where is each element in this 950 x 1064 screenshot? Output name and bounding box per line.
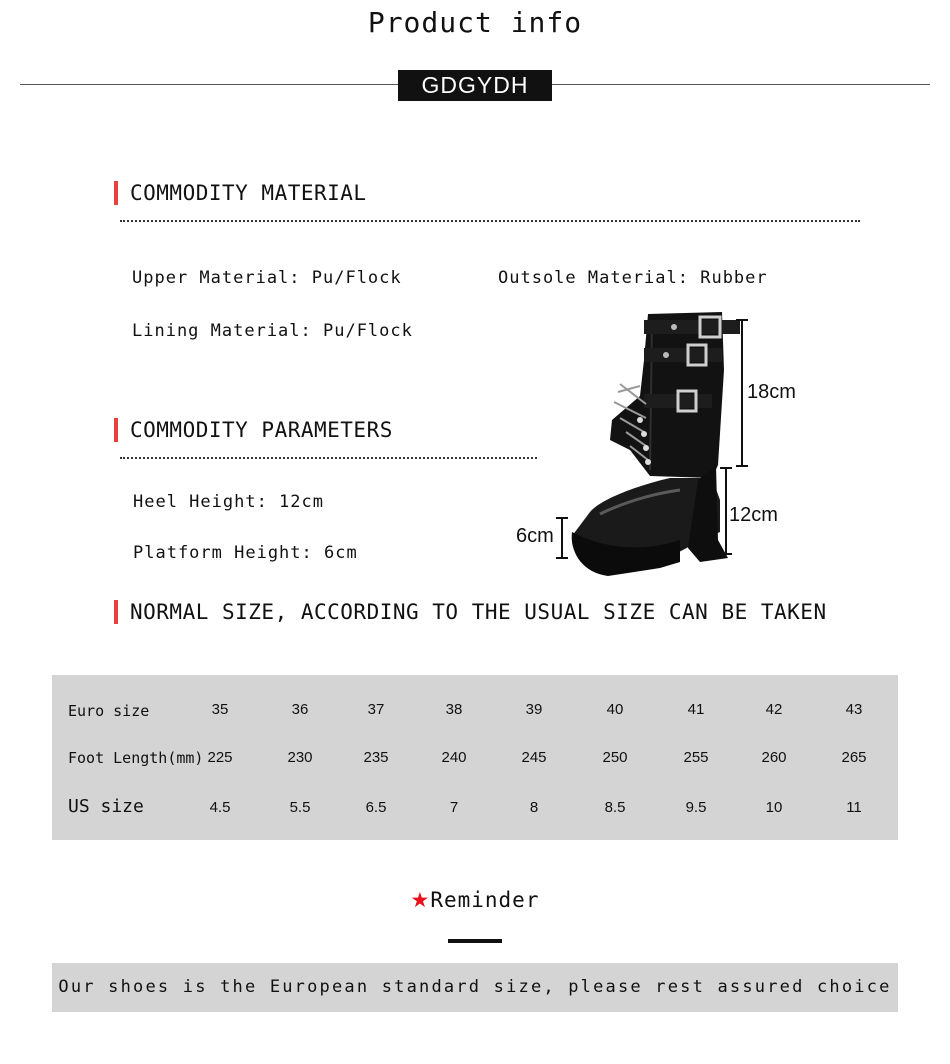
page-title: Product info [367,6,583,39]
upper-material: Upper Material: Pu/Flock [132,268,402,288]
table-row-label: US size [68,796,144,817]
platform-height-label: 6cm [516,525,554,547]
table-cell: 240 [441,749,467,766]
parameters-heading: COMMODITY PARAMETERS [114,418,393,442]
table-cell: 37 [367,701,385,718]
table-cell: 8.5 [604,799,626,816]
table-cell: 42 [765,701,783,718]
table-cell: 39 [525,701,543,718]
table-row-label: Euro size [68,702,150,720]
platform-height: Platform Height: 6cm [133,543,358,563]
table-cell: 10 [765,799,783,816]
table-cell: 4.5 [209,799,231,816]
table-cell: 250 [602,749,628,766]
brand-badge: GDGYDH [398,70,552,101]
table-cell: 245 [521,749,547,766]
size-heading: NORMAL SIZE, ACCORDING TO THE USUAL SIZE CAN BE TAKEN [114,600,827,624]
star-icon: ★ [410,888,431,912]
table-cell: 41 [687,701,705,718]
outsole-material: Outsole Material: Rubber [498,268,768,288]
boot-illustration [540,300,820,590]
table-cell: 9.5 [685,799,707,816]
table-cell: 5.5 [289,799,311,816]
table-cell: 235 [363,749,389,766]
reminder-title: Reminder [430,888,540,912]
table-cell: 230 [287,749,313,766]
table-cell: 260 [761,749,787,766]
heel-height-label: 12cm [729,504,778,526]
table-cell: 8 [529,799,539,816]
reminder-underline [448,939,502,943]
heel-height: Heel Height: 12cm [133,492,324,512]
table-cell: 265 [841,749,867,766]
material-divider [120,220,860,222]
size-table [52,675,898,840]
reminder-heading [0,888,950,912]
reminder-note: Our shoes is the European standard size, please rest assured choice [52,963,898,1012]
table-cell: 7 [449,799,459,816]
table-cell: 43 [845,701,863,718]
shaft-height-label: 18cm [747,381,796,403]
table-cell: 40 [606,701,624,718]
parameters-divider [120,457,537,459]
table-cell: 11 [846,799,862,816]
table-cell: 225 [207,749,233,766]
table-cell: 35 [211,701,229,718]
table-cell: 38 [445,701,463,718]
lining-material: Lining Material: Pu/Flock [132,321,413,341]
material-heading: COMMODITY MATERIAL [114,181,367,205]
table-cell: 255 [683,749,709,766]
table-row-label: Foot Length(mm) [68,749,204,767]
table-cell: 6.5 [365,799,387,816]
table-cell: 36 [291,701,309,718]
